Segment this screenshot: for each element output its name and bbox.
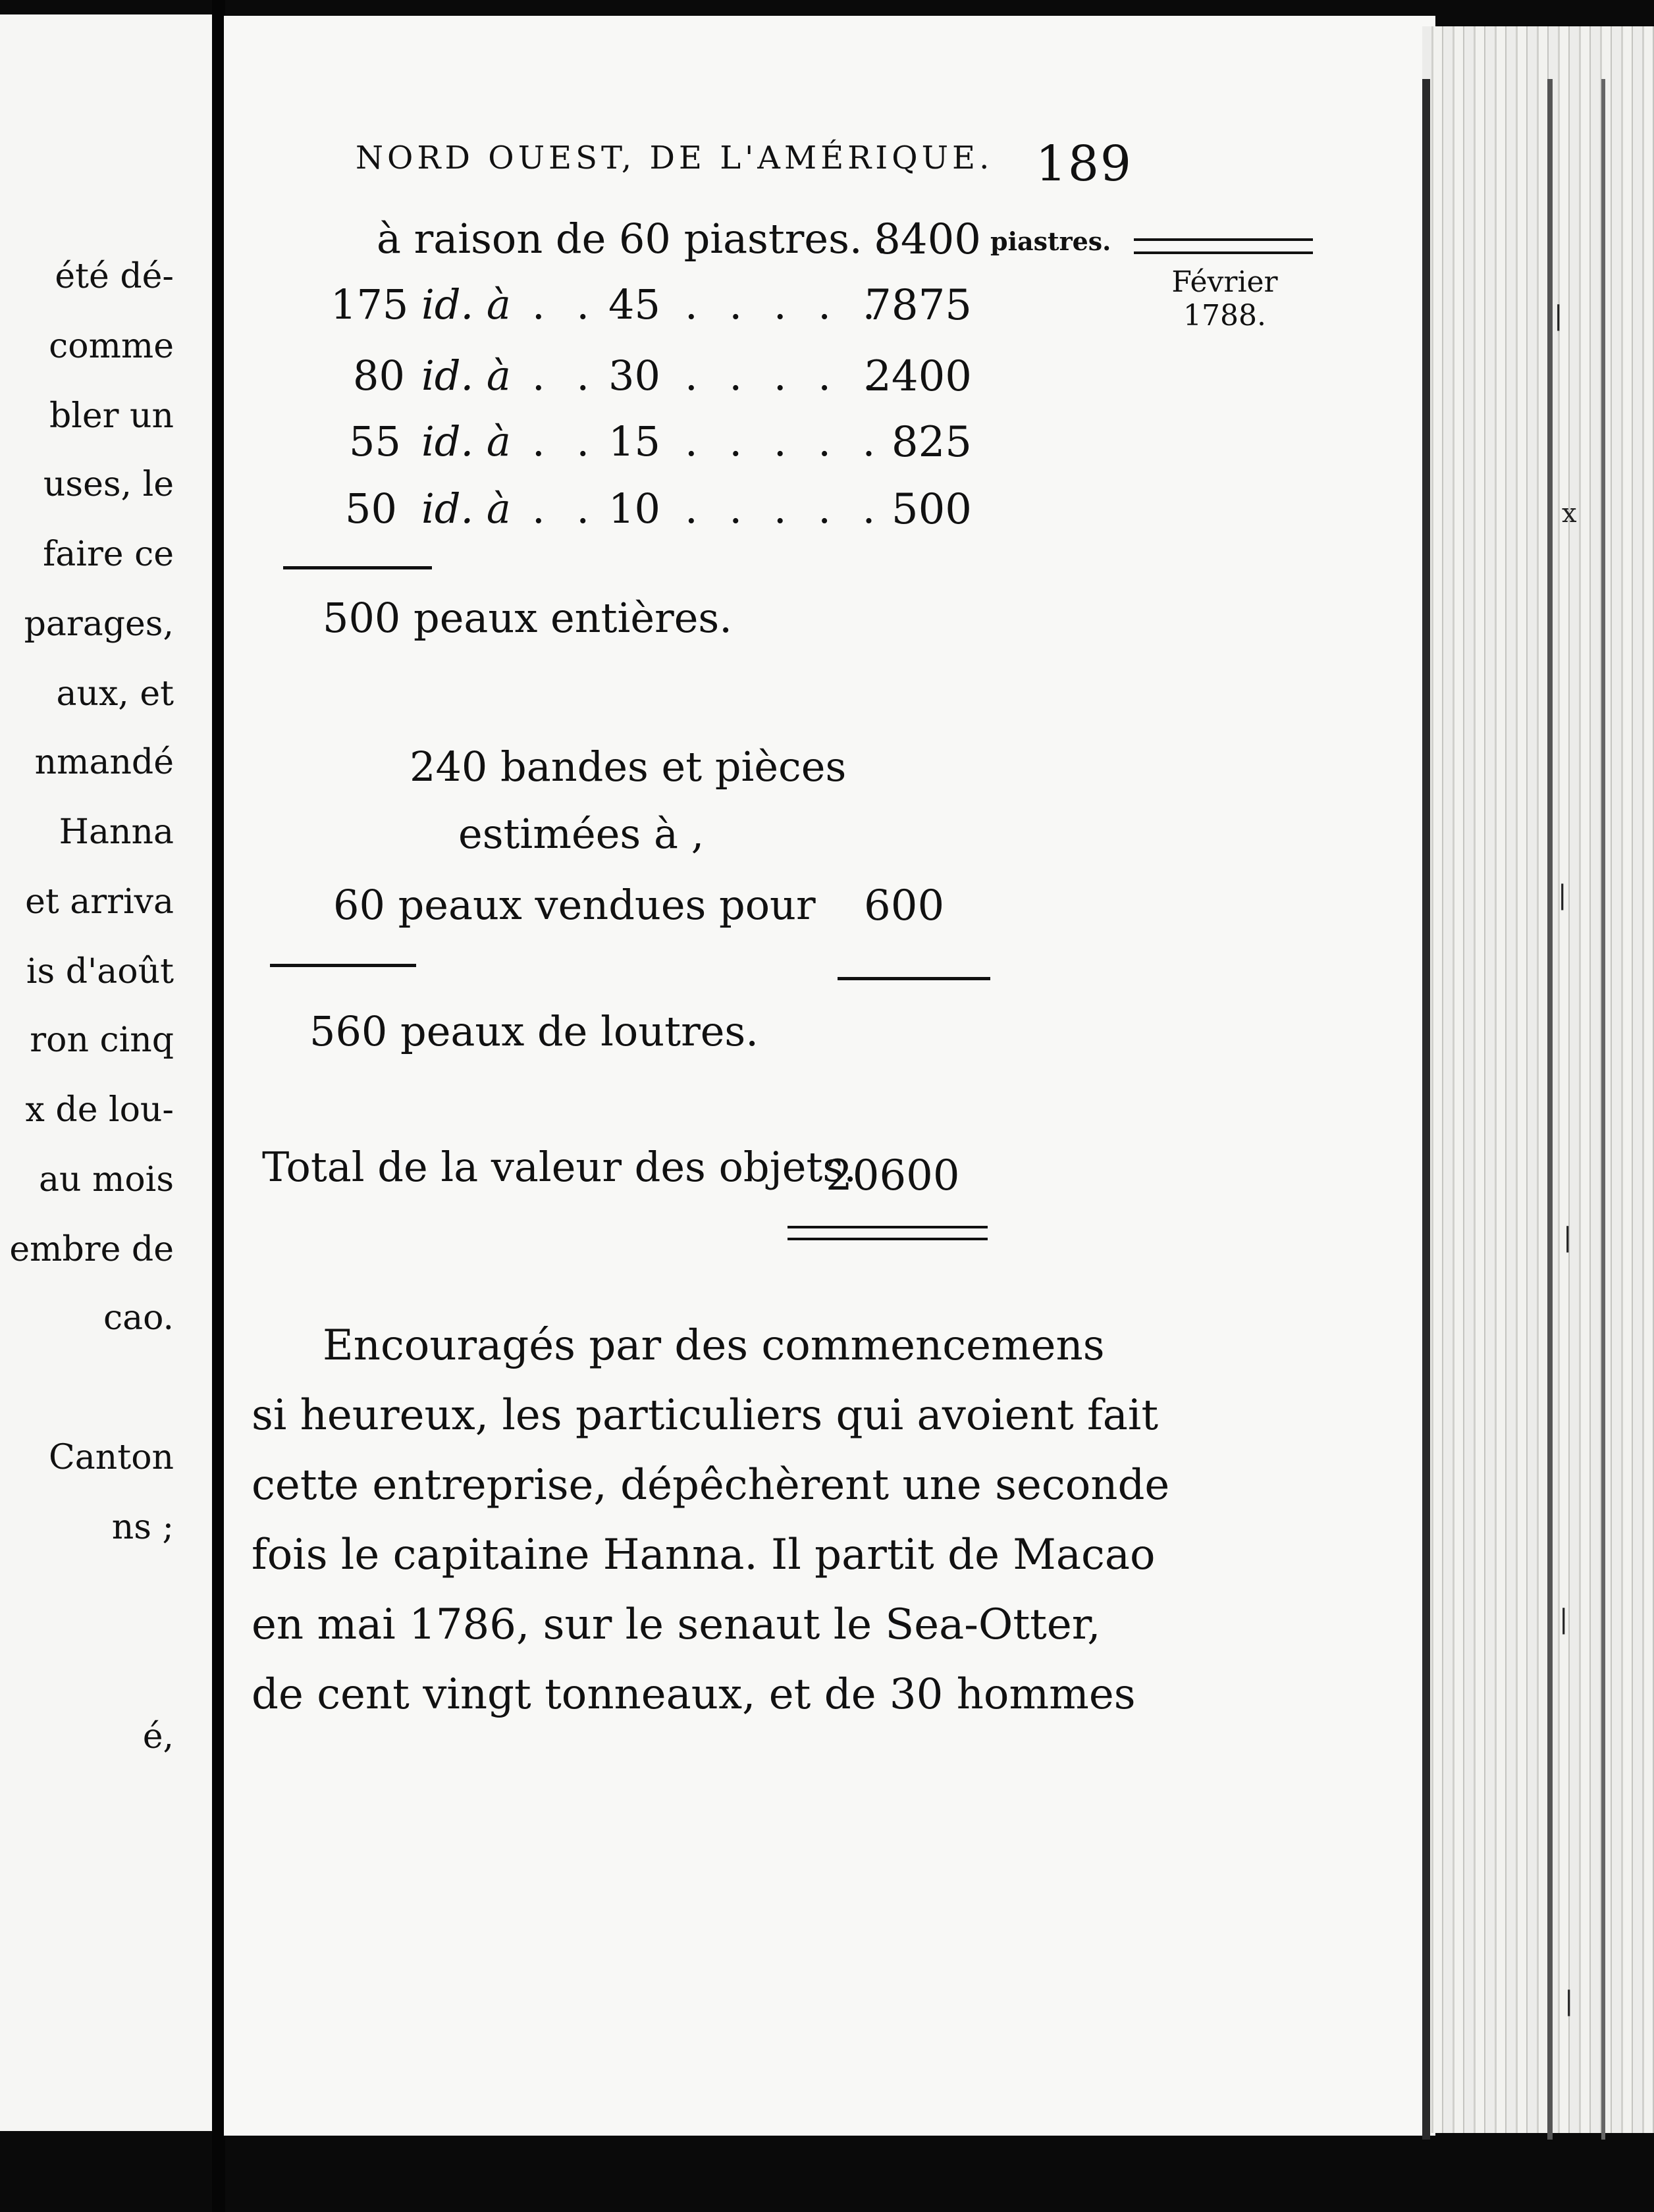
right-page bbox=[224, 16, 1435, 2136]
left-page-line: uses, le bbox=[43, 465, 174, 504]
bleed-through-mark: | bbox=[1554, 301, 1563, 331]
left-page-line: embre de bbox=[9, 1230, 174, 1269]
left-page-line: ron cinq bbox=[30, 1020, 174, 1060]
margin-note-date bbox=[1159, 266, 1291, 332]
table-row-count: 50 bbox=[345, 485, 397, 533]
left-page-line: comme bbox=[49, 327, 174, 366]
left-page-line: Canton bbox=[49, 1438, 174, 1477]
left-page-line: é, bbox=[142, 1717, 174, 1756]
bands-line: 240 bandes et pièces bbox=[410, 743, 847, 791]
bleed-through-mark: | bbox=[1564, 1986, 1574, 2016]
paragraph-line: Encouragés par des commencemens bbox=[323, 1321, 1105, 1370]
left-page-line: is d'août bbox=[26, 952, 174, 991]
table-row-value: 500 bbox=[891, 485, 972, 534]
paragraph-line: si heureux, les particuliers qui avoient fait bbox=[252, 1391, 1159, 1440]
paragraph-line: fois le capitaine Hanna. Il partit de Macao bbox=[252, 1531, 1156, 1579]
sold-value: 600 bbox=[864, 882, 945, 930]
margin-note-year: 1788. bbox=[1183, 298, 1266, 332]
left-page-line: aux, et bbox=[56, 674, 174, 714]
table-first-value: 8400 bbox=[874, 215, 981, 264]
page-edge-shadow bbox=[1547, 79, 1553, 2140]
subtotal-rule bbox=[283, 566, 432, 569]
bleed-through-mark: | bbox=[1559, 1604, 1568, 1635]
left-page-line: faire ce bbox=[43, 535, 174, 574]
table-row-label: id. à bbox=[421, 417, 511, 465]
bleed-through-mark: | bbox=[1558, 880, 1567, 910]
bleed-through-mark: | bbox=[1563, 1223, 1572, 1253]
paragraph-line: cette entreprise, dépêchèrent une seconde bbox=[252, 1461, 1170, 1510]
left-page-line: x de lou- bbox=[25, 1090, 174, 1130]
table-row-count: 175 bbox=[331, 280, 409, 329]
table-row-label: id. à bbox=[421, 352, 511, 400]
sum-rule-right bbox=[838, 977, 990, 980]
table-row-leader: . . . . . bbox=[685, 280, 885, 329]
otter-line: 560 peaux de loutres. bbox=[309, 1007, 759, 1055]
running-title: NORD OUEST, DE L'AMÉRIQUE. bbox=[356, 140, 994, 176]
total-double-rule-top bbox=[787, 1226, 988, 1228]
estimated-line: estimées à , bbox=[458, 810, 705, 858]
double-rule-top bbox=[1134, 238, 1313, 241]
subtotal-line: 500 peaux entières. bbox=[323, 594, 732, 642]
table-row-label: id. à bbox=[421, 485, 511, 533]
left-page-line: et arriva bbox=[25, 882, 174, 922]
left-page-line: Hanna bbox=[59, 812, 174, 852]
table-row-leader: . . bbox=[532, 280, 599, 329]
table-row-value: 2400 bbox=[865, 352, 972, 401]
left-page-line: au mois bbox=[39, 1160, 174, 1199]
table-row-count: 55 bbox=[349, 417, 401, 465]
bleed-through-mark: x bbox=[1562, 498, 1577, 529]
total-line: Total de la valeur des objets. bbox=[262, 1143, 857, 1191]
left-page-line: bler un bbox=[49, 396, 174, 436]
sum-rule-left bbox=[270, 964, 416, 967]
left-page-line: nmandé bbox=[34, 743, 174, 782]
table-unit: piastres. bbox=[990, 226, 1111, 256]
table-row-leader: . . . . . bbox=[685, 485, 885, 533]
table-row-value: 7875 bbox=[865, 281, 972, 330]
left-page-line: parages, bbox=[24, 604, 174, 644]
table-row-leader: . . . . . bbox=[685, 417, 885, 465]
left-page bbox=[0, 14, 212, 2131]
total-double-rule-bottom bbox=[787, 1238, 988, 1240]
running-header bbox=[356, 136, 1133, 192]
total-value: 20600 bbox=[826, 1151, 960, 1200]
table-row-price: 30 bbox=[608, 352, 660, 400]
table-row-price: 15 bbox=[608, 417, 660, 465]
double-rule-bottom bbox=[1134, 251, 1313, 254]
left-page-line: cao. bbox=[103, 1298, 174, 1338]
table-row-value: 825 bbox=[891, 418, 972, 467]
table-row-leader: . . bbox=[532, 417, 599, 465]
page-number: 189 bbox=[1035, 136, 1133, 192]
page-edges bbox=[1422, 26, 1654, 2133]
paragraph-line: de cent vingt tonneaux, et de 30 hommes bbox=[252, 1670, 1136, 1719]
margin-note-month: Février bbox=[1171, 265, 1278, 299]
table-row-price: 10 bbox=[608, 485, 660, 533]
table-first-line: à raison de 60 piastres. . bbox=[377, 215, 889, 263]
table-row-price: 45 bbox=[608, 280, 660, 329]
sold-line: 60 peaux vendues pour bbox=[333, 881, 816, 929]
table-row-label: id. à bbox=[421, 280, 511, 329]
page-edge-shadow bbox=[1601, 79, 1605, 2140]
page-edge-shadow bbox=[1422, 79, 1430, 2140]
table-row-leader: . . . . . bbox=[685, 352, 885, 400]
left-page-line: été dé- bbox=[55, 257, 174, 296]
table-row-leader: . . bbox=[532, 352, 599, 400]
table-row-count: 80 bbox=[353, 352, 405, 400]
table-row-leader: . . bbox=[532, 485, 599, 533]
paragraph-line: en mai 1786, sur le senaut le Sea-Otter, bbox=[252, 1600, 1101, 1649]
left-page-line: ns ; bbox=[111, 1508, 174, 1547]
book-gutter bbox=[212, 0, 225, 2212]
